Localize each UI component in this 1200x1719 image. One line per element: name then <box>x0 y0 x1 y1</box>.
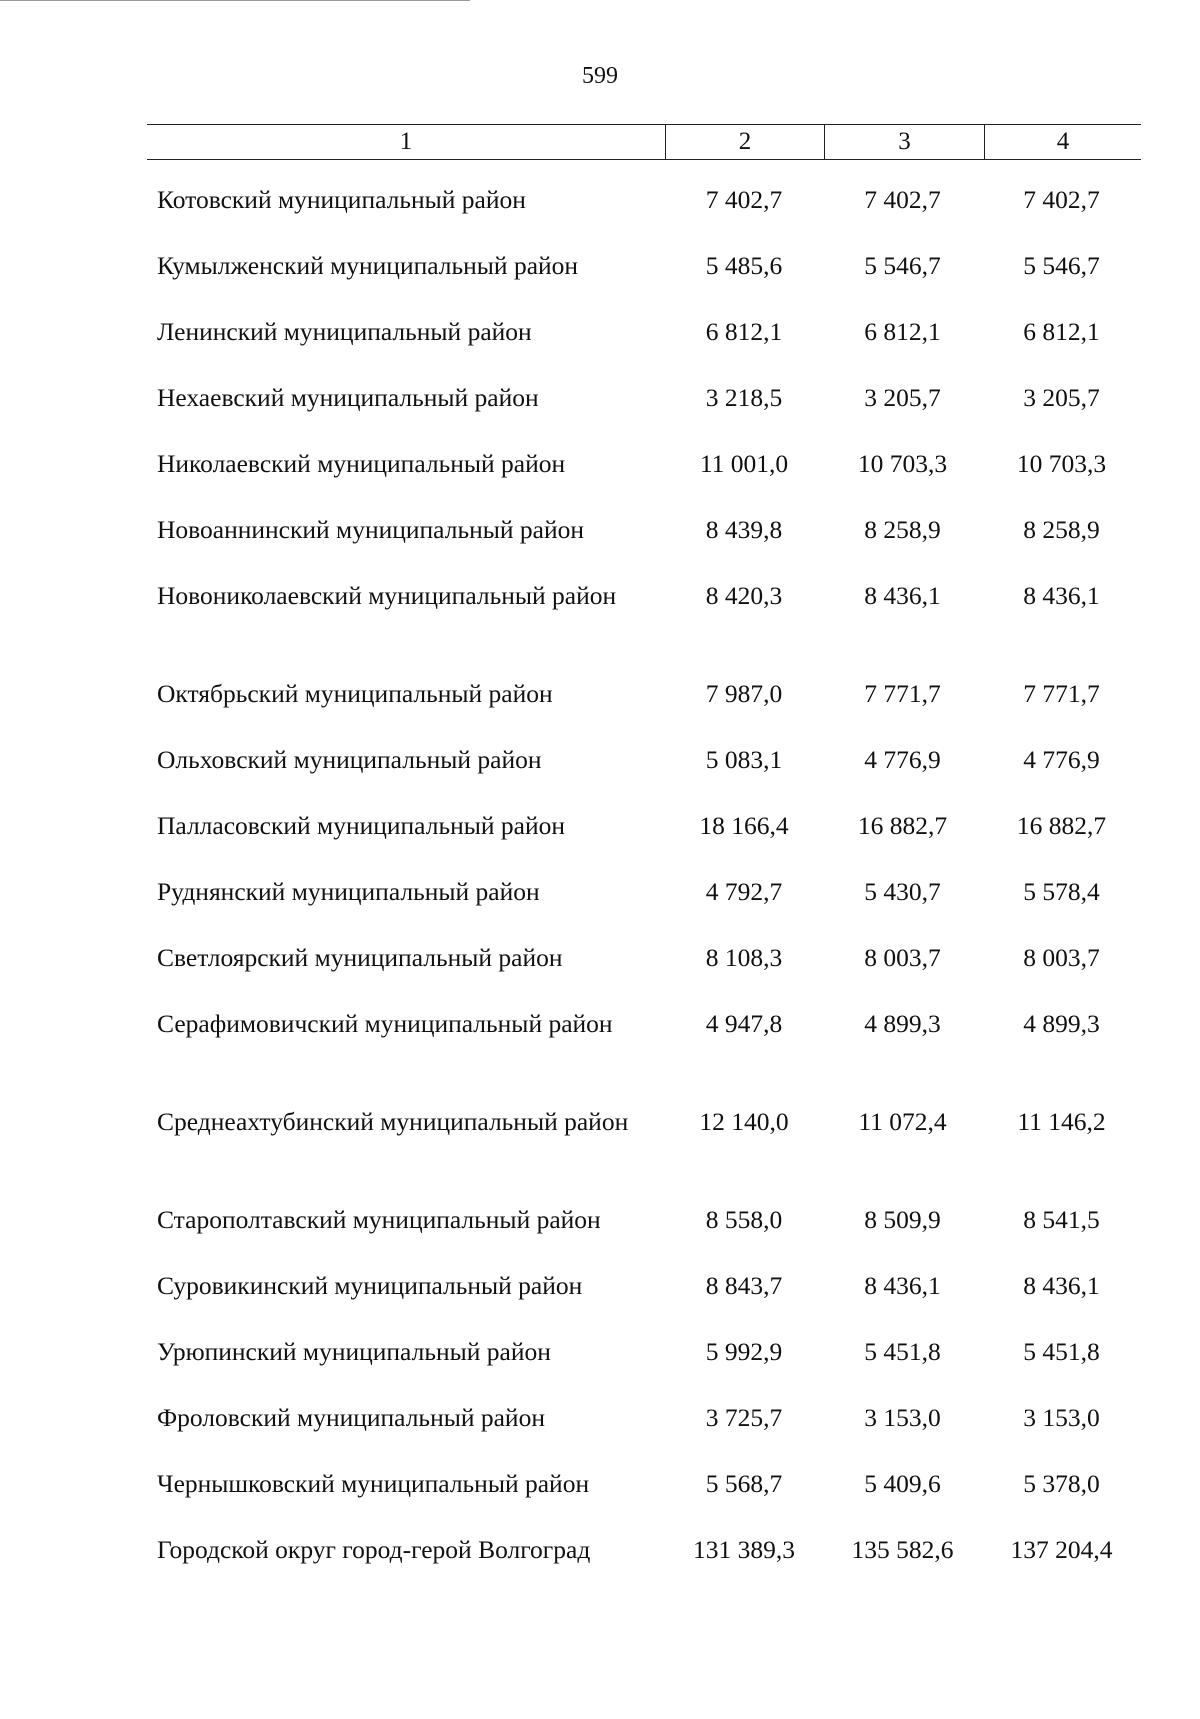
value-col-3: 135 582,6 <box>851 1535 954 1564</box>
district-name: Кумылженский муниципальный район <box>157 251 579 280</box>
district-name: Суровикинский муниципальный район <box>157 1271 583 1300</box>
value-col-2: 6 812,1 <box>705 317 783 346</box>
value-col-4: 11 146,2 <box>1017 1107 1106 1136</box>
header-col-2: 2 <box>666 125 825 159</box>
value-col-4: 5 378,0 <box>1023 1469 1100 1498</box>
header-col-3: 3 <box>825 125 985 159</box>
value-col-2: 5 485,6 <box>705 251 783 280</box>
district-name: Старополтавский муниципальный район <box>157 1205 601 1234</box>
value-col-4: 8 436,1 <box>1023 1271 1100 1300</box>
value-col-2: 18 166,4 <box>699 811 789 840</box>
value-col-2: 4 792,7 <box>705 877 783 906</box>
value-col-3: 10 703,3 <box>857 449 948 478</box>
value-col-2: 8 439,8 <box>705 515 783 544</box>
district-name: Городской округ город-герой Волгоград <box>157 1535 591 1564</box>
value-col-4: 4 776,9 <box>1023 745 1100 774</box>
value-col-3: 8 258,9 <box>864 515 941 544</box>
value-col-4: 8 541,5 <box>1023 1205 1100 1234</box>
value-col-2: 131 389,3 <box>693 1535 795 1564</box>
header-col-4: 4 <box>1056 128 1070 155</box>
value-col-2: 12 140,0 <box>699 1107 789 1136</box>
district-name: Ленинский муниципальный район <box>157 317 532 346</box>
value-col-4: 8 003,7 <box>1023 943 1100 972</box>
table-row <box>147 1402 1141 1468</box>
value-col-4: 3 153,0 <box>1023 1403 1100 1432</box>
header-col-1: 1 <box>147 125 666 159</box>
value-col-2: 5 083,1 <box>705 745 783 774</box>
district-name: Руднянский муниципальный район <box>157 877 540 906</box>
value-col-4: 3 205,7 <box>1023 383 1100 412</box>
value-col-2: 11 001,0 <box>699 449 789 478</box>
value-col-2: 5 992,9 <box>705 1337 783 1366</box>
value-col-2: 8 558,0 <box>705 1205 783 1234</box>
value-col-2: 7 402,7 <box>705 185 783 214</box>
table-row <box>147 810 1141 876</box>
district-name: Октябрьский муниципальный район <box>157 679 553 708</box>
table-row <box>147 678 1141 744</box>
table-row <box>147 1204 1141 1270</box>
value-col-3: 6 812,1 <box>864 317 941 346</box>
value-col-3: 5 546,7 <box>864 251 941 280</box>
table-row <box>147 1008 1141 1106</box>
value-col-3: 8 003,7 <box>864 943 941 972</box>
table-row <box>147 316 1141 382</box>
value-col-3: 5 430,7 <box>864 877 941 906</box>
value-col-4: 8 436,1 <box>1023 581 1100 610</box>
value-col-4: 4 899,3 <box>1023 1009 1100 1038</box>
table-row <box>147 382 1141 448</box>
value-col-4: 16 882,7 <box>1016 811 1107 840</box>
value-col-2: 8 420,3 <box>705 581 783 610</box>
value-col-2: 3 725,7 <box>705 1403 783 1432</box>
table-body <box>147 184 1141 1600</box>
district-name: Фроловский муниципальный район <box>157 1403 545 1432</box>
value-col-2: 8 843,7 <box>705 1271 783 1300</box>
table-row <box>147 1270 1141 1336</box>
district-name: Чернышковский муниципальный район <box>157 1469 590 1498</box>
table-row <box>147 1106 1141 1204</box>
district-name: Урюпинский муниципальный район <box>157 1337 551 1366</box>
value-col-4: 7 771,7 <box>1023 679 1100 708</box>
value-col-3: 7 402,7 <box>864 185 941 214</box>
table-row <box>147 448 1141 514</box>
value-col-3: 8 436,1 <box>864 1271 941 1300</box>
district-name: Серафимовичский муниципальный район <box>157 1009 613 1038</box>
value-col-3: 11 072,4 <box>858 1107 947 1136</box>
value-col-2: 4 947,8 <box>705 1009 783 1038</box>
value-col-3: 4 899,3 <box>864 1009 941 1038</box>
table-row <box>147 514 1141 580</box>
value-col-3: 5 409,6 <box>864 1469 941 1498</box>
value-col-2: 3 218,5 <box>705 383 783 412</box>
value-col-4: 8 258,9 <box>1023 515 1100 544</box>
table-header <box>147 124 1141 160</box>
value-col-4: 5 578,4 <box>1023 877 1100 906</box>
table-row <box>147 744 1141 810</box>
district-name: Среднеахтубинский муниципальный район <box>157 1107 629 1136</box>
value-col-3: 4 776,9 <box>864 745 941 774</box>
value-col-2: 8 108,3 <box>705 943 783 972</box>
table-row <box>147 580 1141 678</box>
table-row <box>147 250 1141 316</box>
scan-top-edge-line <box>0 0 470 1</box>
table-row <box>147 1534 1141 1600</box>
table-row <box>147 1336 1141 1402</box>
value-col-2: 7 987,0 <box>705 679 783 708</box>
value-col-4: 10 703,3 <box>1016 449 1107 478</box>
value-col-4: 5 451,8 <box>1023 1337 1100 1366</box>
value-col-3: 3 153,0 <box>864 1403 941 1432</box>
value-col-4: 5 546,7 <box>1023 251 1100 280</box>
value-col-4: 6 812,1 <box>1023 317 1100 346</box>
district-name: Новониколаевский муниципальный район <box>157 581 617 610</box>
district-name: Новоаннинский муниципальный район <box>157 515 584 544</box>
district-name: Палласовский муниципальный район <box>157 811 565 840</box>
value-col-4: 137 204,4 <box>1010 1535 1113 1564</box>
district-name: Николаевский муниципальный район <box>157 449 566 478</box>
district-name: Светлоярский муниципальный район <box>157 943 563 972</box>
value-col-4: 7 402,7 <box>1023 185 1100 214</box>
table-row <box>147 1468 1141 1534</box>
table-row <box>147 942 1141 1008</box>
district-name: Ольховский муниципальный район <box>157 745 542 774</box>
district-name: Котовский муниципальный район <box>157 185 526 214</box>
page-number: 599 <box>582 63 618 89</box>
value-col-3: 5 451,8 <box>864 1337 941 1366</box>
table-row <box>147 876 1141 942</box>
table-row <box>147 184 1141 250</box>
value-col-3: 3 205,7 <box>864 383 941 412</box>
value-col-3: 16 882,7 <box>857 811 948 840</box>
value-col-3: 7 771,7 <box>864 679 941 708</box>
value-col-3: 8 509,9 <box>864 1205 941 1234</box>
value-col-2: 5 568,7 <box>705 1469 783 1498</box>
value-col-3: 8 436,1 <box>864 581 941 610</box>
district-name: Нехаевский муниципальный район <box>157 383 539 412</box>
